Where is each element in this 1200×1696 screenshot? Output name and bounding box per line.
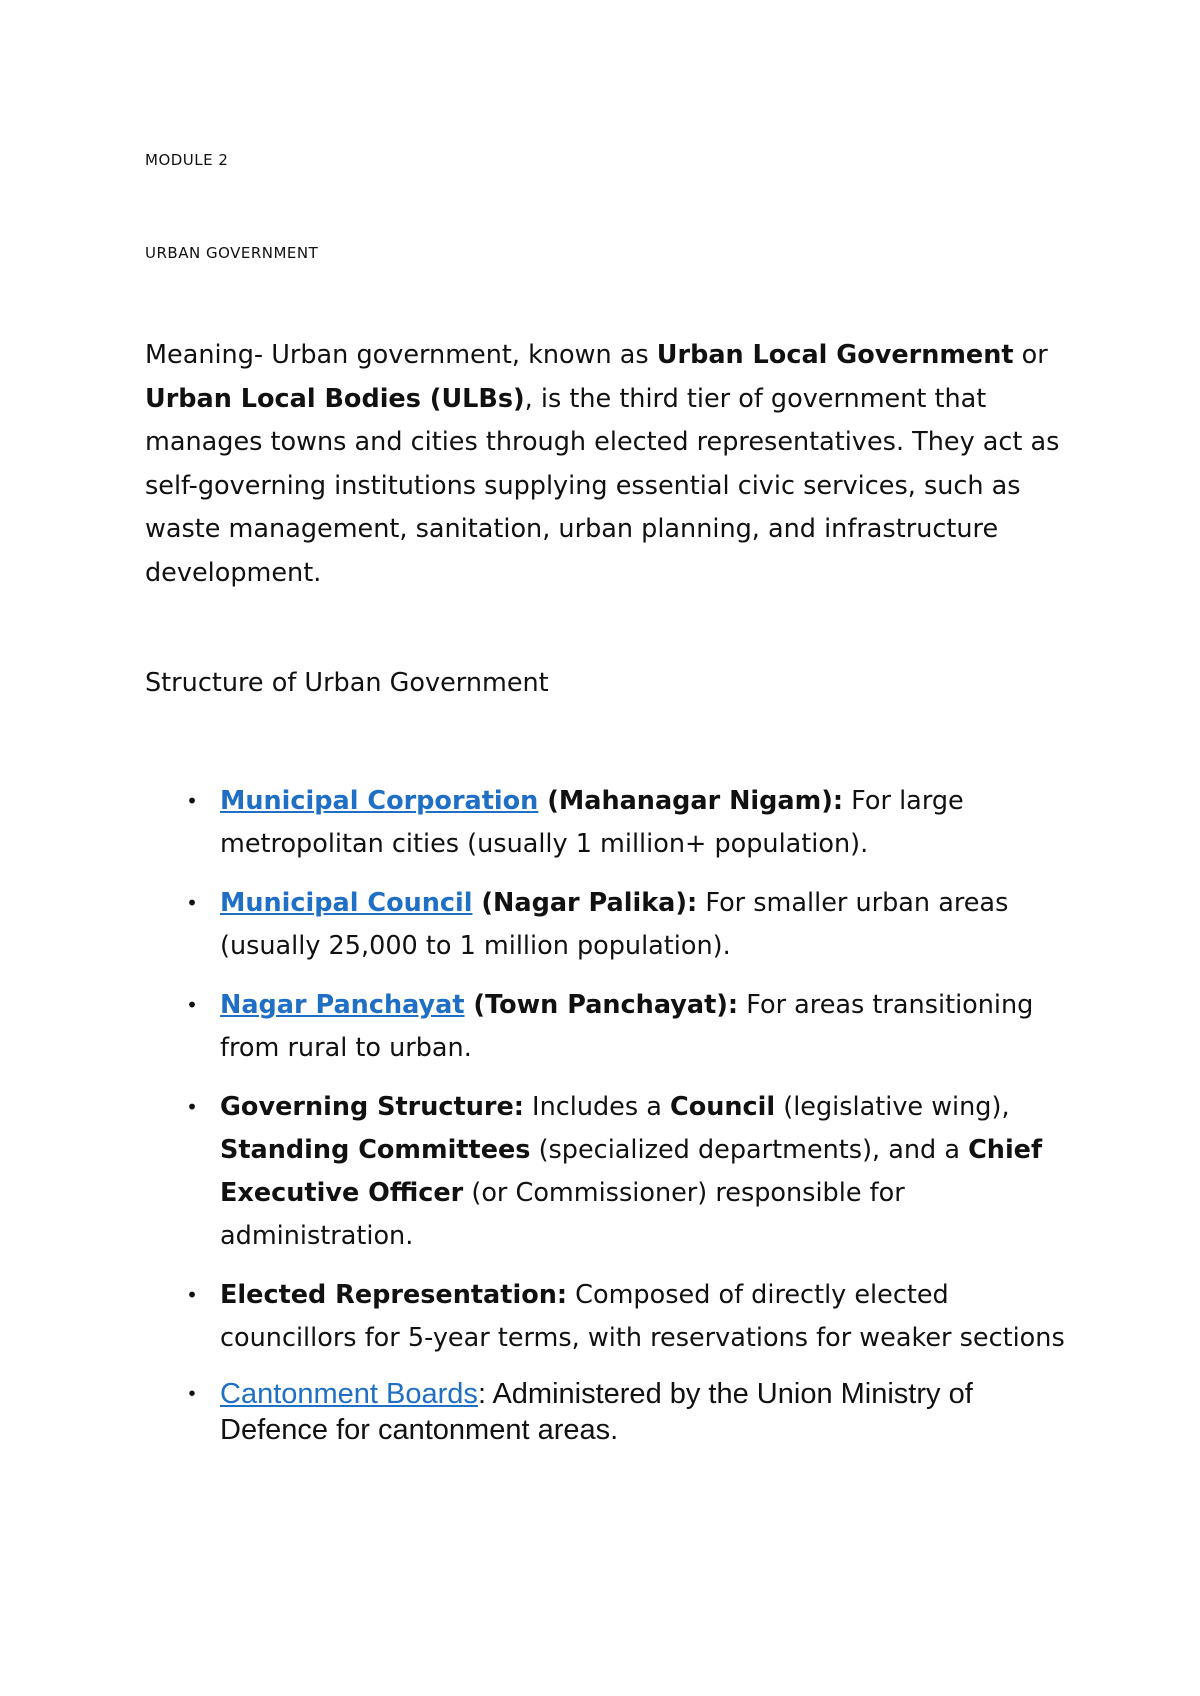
section-label: URBAN GOVERNMENT [145, 244, 319, 262]
list-item [185, 984, 1075, 1070]
structure-list [185, 780, 1075, 1464]
meaning-paragraph [145, 334, 1075, 595]
list-item [185, 1376, 1075, 1448]
bullet-icon: • [188, 1383, 196, 1405]
bullet-icon: • [186, 891, 198, 915]
meaning-term-ulb: Urban Local Bodies (ULBs) [145, 383, 525, 414]
bullet-icon: • [186, 993, 198, 1017]
meaning-term-ulg: Urban Local Government [656, 340, 1014, 370]
item-text: For areas transitioning from rural to urban. [220, 990, 1034, 1063]
item-bold: (Nagar Palika): [472, 888, 698, 918]
item-bold: Council [670, 1092, 776, 1122]
cantonment-boards-link[interactable]: Cantonment Boards [220, 1378, 478, 1410]
municipal-corporation-link[interactable]: Municipal Corporation [220, 786, 539, 816]
list-item [185, 1086, 1075, 1258]
bullet-icon: • [186, 1283, 198, 1307]
municipal-council-link[interactable]: Municipal Council [220, 888, 473, 918]
meaning-prefix: Meaning- Urban government, known as [145, 340, 657, 370]
module-label: MODULE 2 [145, 151, 229, 169]
item-text: For large metropolitan cities (usually 1 million+ population). [220, 786, 964, 859]
meaning-body: , is the third tier of government that manages towns and cities through elected representatives. They act as self-governing institutions supplying essential civic services, such as waste management, sanitation, urban planning, and infrastructure development. [145, 383, 1060, 588]
item-bold: (Town Panchayat): [464, 990, 739, 1020]
item-bold: (Mahanagar Nigam): [538, 786, 844, 816]
list-item [185, 1274, 1075, 1360]
nagar-panchayat-link[interactable]: Nagar Panchayat [220, 990, 465, 1020]
item-bold: Elected Representation: [220, 1280, 568, 1310]
list-item [185, 882, 1075, 968]
item-text: For smaller urban areas (usually 25,000 to 1 million population). [220, 888, 1009, 961]
list-item [185, 780, 1075, 866]
item-text: (legislative wing), [775, 1092, 1010, 1122]
bullet-icon: • [186, 1095, 198, 1119]
structure-title: Structure of Urban Government [145, 668, 549, 698]
item-text: Composed of directly elected councillors for 5-year terms, with reservations for weaker sections [220, 1280, 1065, 1353]
item-text: Includes a [523, 1092, 670, 1122]
item-text: (specialized departments), and a [530, 1135, 969, 1165]
item-text: (or Commissioner) responsible for administration. [220, 1178, 905, 1251]
meaning-connector: or [1013, 340, 1048, 370]
bullet-icon: • [186, 789, 198, 813]
item-bold: Chief Executive Officer [220, 1135, 1043, 1208]
item-bold: Standing Committees [220, 1135, 531, 1165]
item-text: : Administered by the Union Ministry of Defence for cantonment areas. [220, 1378, 973, 1446]
item-bold: Governing Structure: [220, 1092, 524, 1122]
